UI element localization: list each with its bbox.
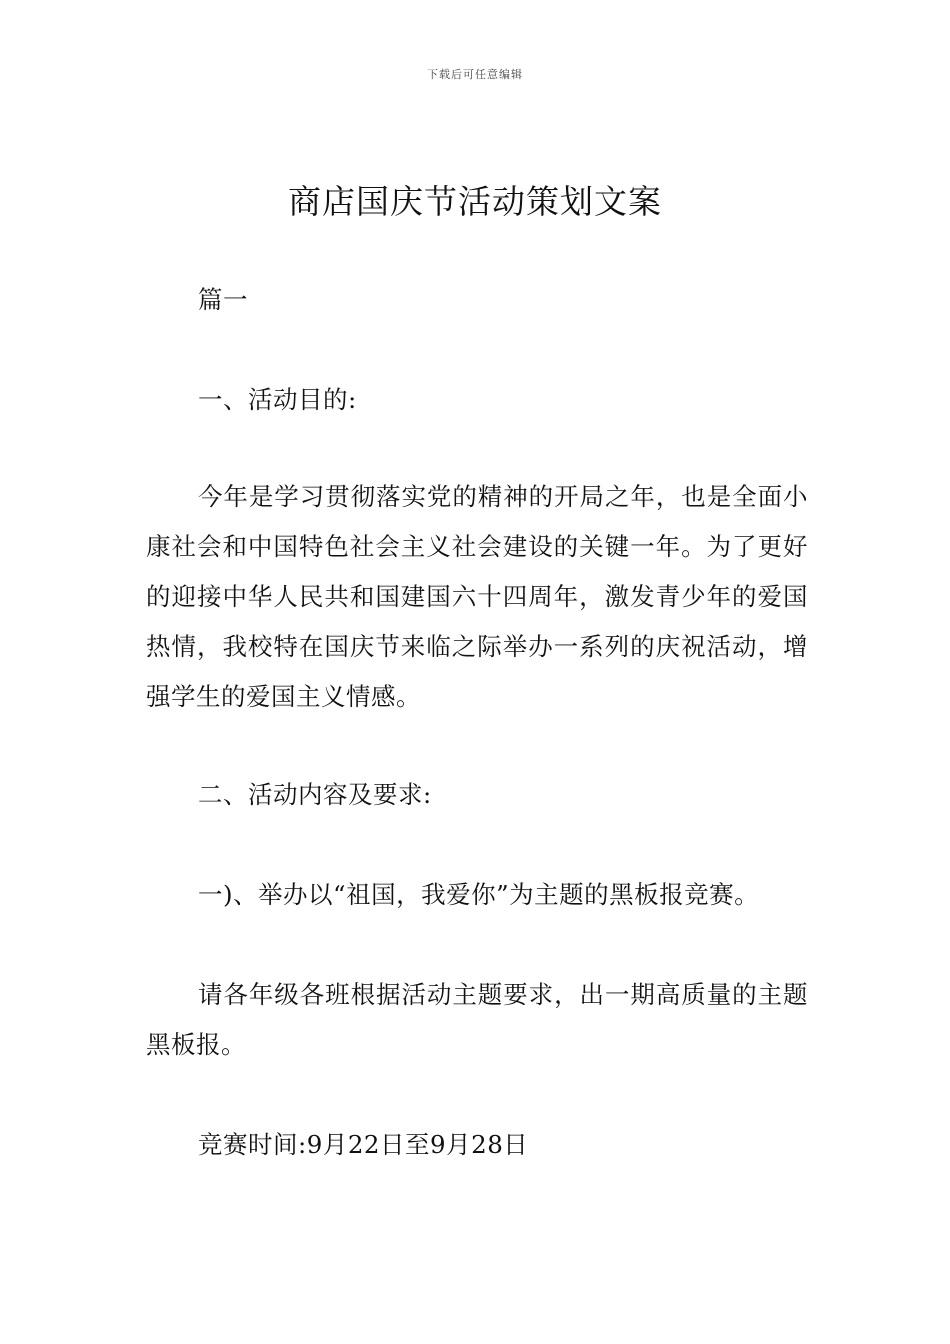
heading-activity-content: 二、活动内容及要求: <box>198 780 432 809</box>
document-title: 商店国庆节活动策划文案 <box>288 182 662 221</box>
heading-activity-purpose: 一、活动目的: <box>198 385 357 414</box>
paragraph-purpose-body: 今年是学习贯彻落实党的精神的开局之年，也是全面小康社会和中国特色社会主义社会建设的关键一年。为了更好的迎接中华人民共和国建国六十四周年，激发青少年的爱国热情，我校特在国庆节来临之际举办一系列的庆祝活动，增强学生的爱国主义情感。 <box>146 482 808 711</box>
paragraph-contest-time: 竞赛时间:9月22日至9月28日 <box>198 1130 529 1159</box>
subheading-blackboard-contest: 一)、举办以“祖国，我爱你”为主题的黑板报竞赛。 <box>198 880 760 909</box>
paragraph-contest-body: 请各年级各班根据活动主题要求，出一期高质量的主题黑板报。 <box>146 980 808 1059</box>
header-note: 下载后可任意编辑 <box>427 68 523 81</box>
section-label: 篇一 <box>198 285 248 314</box>
